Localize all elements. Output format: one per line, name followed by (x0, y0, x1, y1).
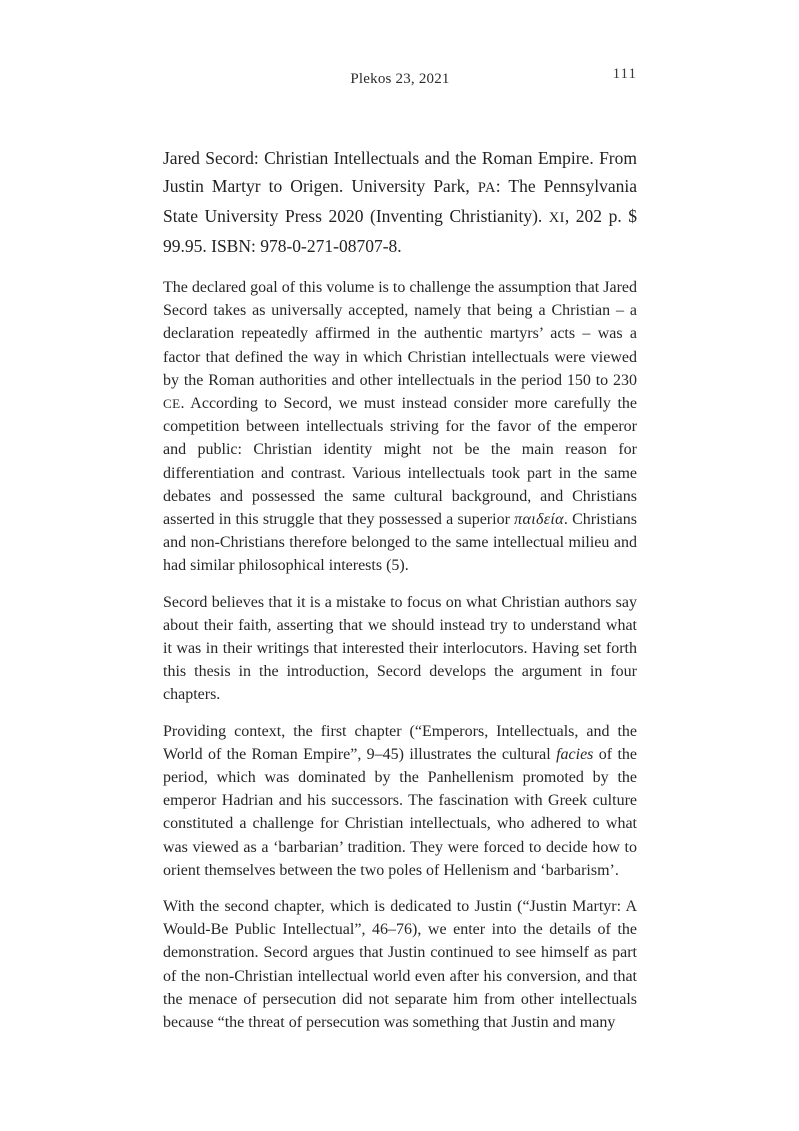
text-segment: Providing context, the first chapter (“Emperors, Intellectuals, and the World of the Roman Empire”, 9–45) illustrates the cultural (163, 722, 637, 763)
paragraph-3 (163, 720, 637, 882)
text-segment: , 202 p. $ 99.95. ISBN: 978-0-271-08707-8. (163, 206, 638, 256)
running-header (163, 66, 637, 88)
text-segment: of the period, which was dominated by the Panhellenism promoted by the emperor Hadrian and his successors. The fascination with Greek culture constituted a challenge for Christian intellectuals, who adhered to what was viewed as a ‘barbarian’ tradition. They were forced to decide how to orient themselves between the two poles of Hellenism and ‘barbarism’. (163, 745, 637, 879)
text-segment: With the second chapter, which is dedicated to Justin (“Justin Martyr: A Would-Be Public Intellectual”, 46–76), we enter into the details of the demonstration. Secord argues that Justin continued to see himself as part of the non-Christian intellectual world even after his conversion, and that the menace of persecution did not separate him from other intellectuals because “the threat of persecution was something that Justin and many (163, 898, 637, 1032)
smallcaps-segment: XI (548, 210, 565, 226)
smallcaps-segment: CE (163, 396, 181, 412)
text-segment: : The Pennsylvania State University Press 2020 (Inventing Christianity). (163, 176, 637, 226)
greek-term: παιδεία (514, 511, 564, 529)
text-segment: . Christians and non-Christians therefore belonged to the same intellectual milieu and had similar philosophical interests (5). (163, 511, 637, 575)
bibliographic-heading (163, 144, 637, 260)
text-segment: . According to Secord, we must instead consider more carefully the competition between intellectuals striving for the favor of the emperor and public: Christian identity might not be the main reason for differentiation and contrast. Various intellectuals took part in the same debates and possessed the same cultural background, and Christians asserted in this struggle that they possessed a superior (163, 395, 637, 529)
page-number: 111 (612, 66, 637, 82)
paragraph-1 (163, 276, 637, 578)
journal-title: Plekos 23, 2021 (350, 71, 450, 87)
italic-term: facies (556, 745, 594, 763)
paragraph-4 (163, 895, 637, 1034)
text-segment: The declared goal of this volume is to challenge the assumption that Jared Secord takes as universally accepted, namely that being a Christian – a declaration repeatedly affirmed in the authentic martyrs’ acts – was a factor that defined the way in which Christian intellectuals were viewed by the Roman authorities and other intellectuals in the period 150 to 230 (163, 279, 637, 389)
paragraph-2 (163, 591, 637, 707)
smallcaps-segment: PA (477, 180, 496, 196)
text-segment: Secord believes that it is a mistake to focus on what Christian authors say about their faith, asserting that we should instead try to understand what it was in their writings that interested their interlocutors. Having set forth this thesis in the introduction, Secord develops the argument in four chapters. (163, 593, 637, 704)
text-segment: Jared Secord: Christian Intellectuals and the Roman Empire. From Justin Martyr to Origen. University Park, (163, 148, 637, 196)
review-content (163, 144, 637, 1047)
